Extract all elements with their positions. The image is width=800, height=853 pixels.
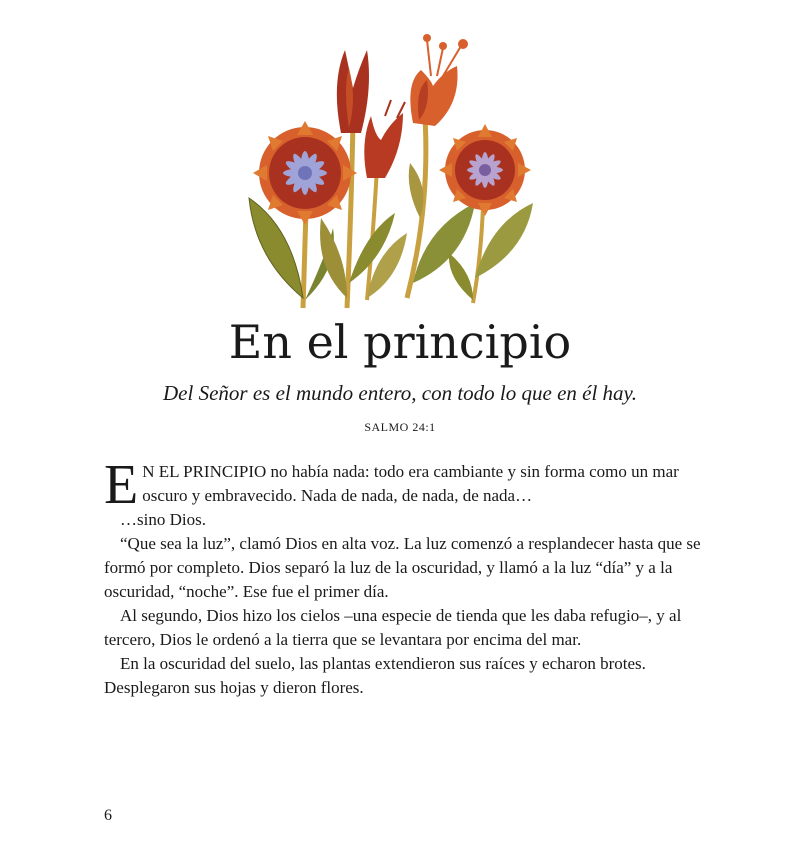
paragraph: Al segundo, Dios hizo los cielos –una especie de tienda que les daba refugio–, y al tercero, Dios le ordenó a la tierra que se levantara por encima del mar.	[104, 606, 682, 649]
epigraph-quote: Del Señor es el mundo entero, con todo lo que en él hay.	[163, 381, 637, 405]
epigraph-source: SALMO 24:1	[364, 420, 436, 434]
paragraph: En la oscuridad del suelo, las plantas extendieron sus raíces y echaron brotes. Desplegaron sus hojas y dieron flores.	[104, 654, 646, 697]
first-paragraph-text: N EL PRINCIPIO no había nada: todo era cambiante y sin forma como un mar oscuro y embravecido. Nada de nada, de nada, de nada…	[142, 462, 679, 505]
paragraph: …sino Dios.	[120, 510, 206, 529]
body-text	[104, 454, 704, 700]
first-paragraph	[104, 454, 704, 516]
page-number: 6	[104, 807, 112, 824]
drop-cap: E	[104, 454, 139, 516]
flowers-illustration	[235, 28, 545, 313]
paragraph: “Que sea la luz”, clamó Dios en alta voz. La luz comenzó a resplandecer hasta que se formó por completo. Dios separó la luz de la oscuridad, y llamó a la luz “día” y a la oscuridad, “noche”. Ese fue el primer día.	[104, 534, 701, 601]
chapter-title: En el principio	[228, 315, 572, 369]
